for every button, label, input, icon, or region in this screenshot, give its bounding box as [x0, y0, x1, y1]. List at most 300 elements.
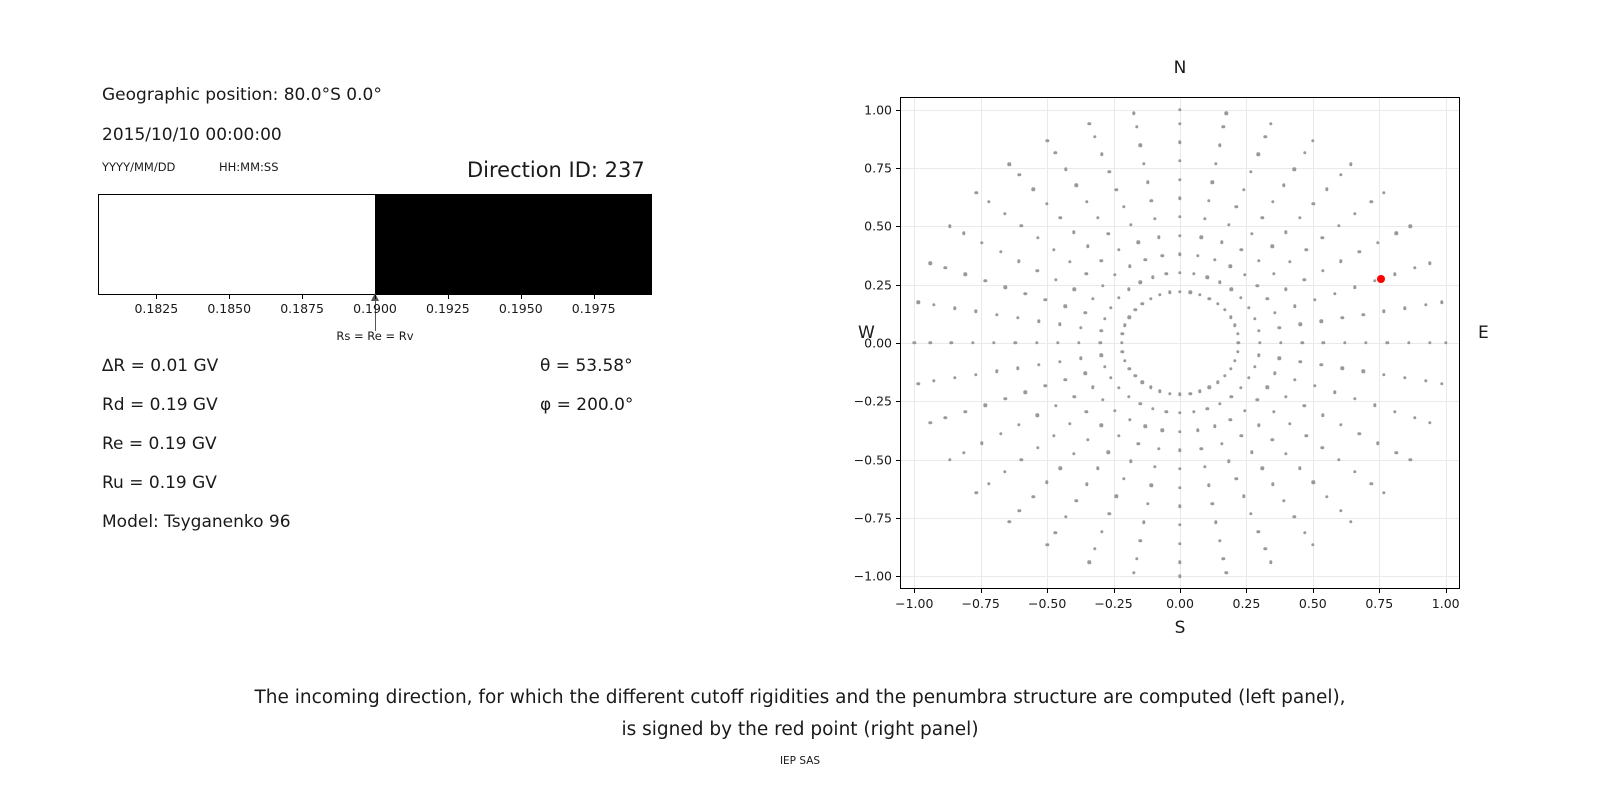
- direction-point: [1353, 285, 1356, 288]
- direction-point: [1312, 202, 1315, 205]
- x-axis-tickmark: [1379, 589, 1380, 593]
- direction-point: [1072, 230, 1075, 233]
- direction-point: [1208, 386, 1211, 389]
- direction-point: [1122, 205, 1125, 208]
- direction-point: [1279, 341, 1282, 344]
- penumbra-tick: [594, 295, 595, 299]
- direction-point: [1382, 191, 1385, 194]
- direction-point: [1054, 278, 1057, 281]
- direction-point: [1093, 135, 1096, 138]
- direction-point: [1256, 530, 1259, 533]
- direction-point: [953, 306, 956, 309]
- direction-point: [1142, 162, 1145, 165]
- direction-point: [1313, 384, 1316, 387]
- direction-point: [1153, 465, 1156, 468]
- direction-point: [1178, 575, 1181, 578]
- direction-point: [1178, 108, 1181, 111]
- direction-point: [1282, 184, 1285, 187]
- direction-point: [987, 482, 990, 485]
- direction-point: [1083, 311, 1086, 314]
- direction-point: [1284, 230, 1287, 233]
- direction-point: [1100, 259, 1103, 262]
- direction-point: [975, 191, 978, 194]
- direction-point: [1364, 341, 1367, 344]
- direction-point: [1142, 521, 1145, 524]
- phi-value: φ = 200.0°: [540, 395, 634, 415]
- direction-point: [1370, 482, 1373, 485]
- direction-point: [1192, 272, 1195, 275]
- direction-point: [1303, 531, 1306, 534]
- x-axis-tick-label: −0.75: [961, 596, 1000, 611]
- direction-point: [944, 266, 947, 269]
- direction-point: [1358, 250, 1361, 253]
- direction-point: [1311, 139, 1314, 142]
- direction-point: [1023, 391, 1026, 394]
- direction-point: [1258, 341, 1261, 344]
- re-value: Re = 0.19 GV: [102, 434, 217, 454]
- direction-point: [932, 303, 935, 306]
- direction-point: [1257, 353, 1260, 356]
- direction-point: [1168, 291, 1171, 294]
- direction-point: [1257, 329, 1260, 332]
- caption-line-1: The incoming direction, for which the different cutoff rigidities and the penumbra structure are computed (left panel),: [254, 687, 1346, 708]
- y-axis-tick-label: 0.25: [864, 277, 892, 293]
- direction-point: [1091, 386, 1094, 389]
- x-axis-tick-label: 0.25: [1232, 596, 1261, 611]
- direction-point: [1413, 266, 1416, 269]
- direction-point: [1239, 434, 1242, 437]
- direction-point: [1079, 357, 1082, 360]
- y-axis-tickmark: [896, 460, 900, 461]
- direction-point: [1128, 367, 1131, 370]
- direction-point: [1192, 410, 1195, 413]
- direction-point: [1325, 495, 1328, 498]
- direction-point: [1107, 512, 1110, 515]
- direction-point: [1198, 293, 1201, 296]
- direction-point: [962, 232, 965, 235]
- y-axis-tickmark: [896, 110, 900, 111]
- x-axis-tick-label: 0.50: [1298, 596, 1327, 611]
- direction-point: [1403, 306, 1406, 309]
- direction-point: [1121, 332, 1124, 335]
- direction-point: [1178, 253, 1181, 256]
- caption-line-2: is signed by the red point (right panel): [621, 719, 979, 740]
- direction-point: [1303, 151, 1306, 154]
- direction-point: [1218, 144, 1221, 147]
- direction-point: [992, 341, 995, 344]
- direction-point: [1141, 381, 1144, 384]
- x-axis-tickmark: [1047, 589, 1048, 593]
- direction-point: [1139, 539, 1142, 542]
- direction-point: [1339, 173, 1342, 176]
- direction-point: [948, 225, 951, 228]
- direction-point: [1158, 390, 1161, 393]
- direction-point: [1271, 200, 1274, 203]
- direction-point: [1122, 477, 1125, 480]
- direction-point: [1264, 135, 1267, 138]
- grid-line-horizontal: [901, 401, 1459, 402]
- direction-point: [1321, 414, 1324, 417]
- direction-point: [1128, 316, 1131, 319]
- direction-point: [1056, 341, 1059, 344]
- direction-point: [964, 410, 967, 413]
- direction-point: [1146, 502, 1149, 505]
- x-axis-tick-label: 1.00: [1431, 596, 1460, 611]
- direction-point: [1007, 520, 1010, 523]
- direction-point: [1117, 386, 1120, 389]
- direction-point: [1237, 341, 1240, 344]
- direction-point: [962, 451, 965, 454]
- direction-point: [1273, 372, 1276, 375]
- penumbra-tick: [448, 295, 449, 299]
- direction-point: [1222, 125, 1225, 128]
- direction-point: [1113, 409, 1116, 412]
- direction-point: [1085, 200, 1088, 203]
- direction-point: [1196, 254, 1199, 257]
- direction-point: [1017, 260, 1020, 263]
- ru-value: Ru = 0.19 GV: [102, 473, 217, 493]
- direction-point: [1178, 122, 1181, 125]
- direction-point: [1424, 303, 1427, 306]
- direction-point: [1023, 292, 1026, 295]
- y-axis-tickmark: [896, 518, 900, 519]
- direction-point: [1320, 363, 1323, 366]
- direction-point: [1303, 404, 1306, 407]
- direction-point: [1320, 319, 1323, 322]
- direction-point: [1054, 404, 1057, 407]
- date-format-label: YYYY/MM/DD: [102, 160, 176, 174]
- grid-line-horizontal: [901, 343, 1459, 344]
- direction-point: [1178, 178, 1181, 181]
- direction-point: [1235, 205, 1238, 208]
- direction-point: [1213, 425, 1216, 428]
- direction-point: [1127, 395, 1130, 398]
- direction-point: [1115, 188, 1118, 191]
- direction-point: [1393, 273, 1396, 276]
- direction-point: [1256, 284, 1259, 287]
- penumbra-tick: [302, 295, 303, 299]
- direction-point: [1298, 466, 1301, 469]
- direction-point: [1188, 392, 1191, 395]
- direction-point: [944, 416, 947, 419]
- direction-point: [1053, 151, 1056, 154]
- direction-point: [1264, 547, 1267, 550]
- direction-point: [1151, 407, 1154, 410]
- direction-point: [1100, 530, 1103, 533]
- direction-point: [1353, 212, 1356, 215]
- direction-point: [1312, 481, 1315, 484]
- direction-point: [1075, 184, 1078, 187]
- direction-point: [1256, 153, 1259, 156]
- x-axis-tick-label: −1.00: [895, 596, 934, 611]
- direction-point: [1036, 236, 1039, 239]
- direction-point: [1236, 350, 1239, 353]
- direction-point: [1128, 265, 1131, 268]
- direction-point: [1333, 292, 1336, 295]
- direction-point: [1341, 316, 1344, 319]
- penumbra-tick-label: 0.1850: [207, 301, 252, 316]
- x-axis-tick-label: 0.75: [1365, 596, 1394, 611]
- direction-point: [995, 370, 998, 373]
- direction-point: [1036, 414, 1039, 417]
- direction-point: [1370, 200, 1373, 203]
- y-axis-tick-label: 0.00: [864, 335, 892, 351]
- direction-point: [1407, 341, 1410, 344]
- direction-point: [1293, 168, 1296, 171]
- direction-point: [1273, 311, 1276, 314]
- direction-point: [1087, 122, 1090, 125]
- direction-point: [1216, 381, 1219, 384]
- penumbra-forbidden-band: [375, 195, 651, 294]
- direction-point: [1216, 302, 1219, 305]
- direction-point: [1444, 341, 1447, 344]
- direction-point: [932, 379, 935, 382]
- direction-point: [1235, 477, 1238, 480]
- direction-point: [1282, 499, 1285, 502]
- direction-point: [1178, 159, 1181, 162]
- direction-point: [1123, 324, 1126, 327]
- direction-point: [1325, 188, 1328, 191]
- direction-point: [1206, 407, 1209, 410]
- rd-value: Rd = 0.19 GV: [102, 395, 218, 415]
- direction-point: [999, 250, 1002, 253]
- penumbra-tick-label: 0.1875: [280, 301, 324, 316]
- delta-r-value: ∆R = 0.01 GV: [102, 356, 219, 376]
- direction-point: [1249, 170, 1252, 173]
- direction-point: [1395, 232, 1398, 235]
- direction-point: [1120, 341, 1123, 344]
- direction-point: [1339, 260, 1342, 263]
- direction-point: [917, 301, 920, 304]
- direction-point: [1058, 323, 1061, 326]
- direction-point: [1200, 236, 1203, 239]
- direction-point: [1134, 308, 1137, 311]
- direction-point: [1085, 410, 1088, 413]
- direction-point: [1150, 199, 1153, 202]
- grid-line-horizontal: [901, 285, 1459, 286]
- direction-point: [1020, 458, 1023, 461]
- footer-credit: IEP SAS: [779, 755, 821, 767]
- direction-point: [1178, 215, 1181, 218]
- direction-point: [1128, 418, 1131, 421]
- direction-point: [1117, 434, 1120, 437]
- direction-point: [1178, 430, 1181, 433]
- direction-point: [1117, 248, 1120, 251]
- direction-point: [1242, 188, 1245, 191]
- direction-point: [1144, 258, 1147, 261]
- direction-point: [1214, 521, 1217, 524]
- direction-point: [1178, 141, 1181, 144]
- direction-point: [1188, 291, 1191, 294]
- penumbra-tick-label: 0.1900: [353, 301, 397, 316]
- y-axis-tickmark: [896, 168, 900, 169]
- direction-point: [1178, 486, 1181, 489]
- direction-point: [1086, 245, 1089, 248]
- direction-point: [1100, 153, 1103, 156]
- direction-point: [1339, 509, 1342, 512]
- direction-point: [1214, 162, 1217, 165]
- x-axis-tickmark: [1446, 589, 1447, 593]
- direction-point: [1257, 424, 1260, 427]
- direction-point: [971, 341, 974, 344]
- penumbra-allowed-band: [98, 194, 652, 295]
- direction-point: [1085, 272, 1088, 275]
- direction-point: [1178, 542, 1181, 545]
- direction-point: [1313, 298, 1316, 301]
- direction-point: [1386, 341, 1389, 344]
- direction-point: [1321, 236, 1324, 239]
- direction-point: [1211, 502, 1214, 505]
- penumbra-tick-label: 0.1950: [498, 301, 543, 316]
- direction-point: [1408, 458, 1411, 461]
- direction-point: [1272, 410, 1275, 413]
- direction-point: [1058, 360, 1061, 363]
- direction-point: [1072, 288, 1075, 291]
- y-axis-tick-label: 0.75: [864, 160, 892, 176]
- direction-point: [1178, 393, 1181, 396]
- direction-point: [1284, 395, 1287, 398]
- direction-point: [1123, 359, 1126, 362]
- direction-point: [1236, 332, 1239, 335]
- direction-point: [1249, 512, 1252, 515]
- direction-point: [984, 404, 987, 407]
- direction-point: [1304, 434, 1307, 437]
- direction-point: [1178, 290, 1181, 293]
- direction-point: [1304, 248, 1307, 251]
- direction-point: [1284, 288, 1287, 291]
- direction-point: [1045, 543, 1048, 546]
- direction-point: [1220, 442, 1223, 445]
- grid-line-horizontal: [901, 518, 1459, 519]
- direction-point: [1403, 376, 1406, 379]
- direction-point: [1203, 217, 1206, 220]
- direction-point: [1218, 402, 1221, 405]
- direction-point: [1115, 495, 1118, 498]
- direction-point: [1117, 296, 1120, 299]
- direction-point: [1229, 265, 1232, 268]
- geographic-position-text: Geographic position: 80.0°S 0.0°: [102, 85, 382, 105]
- penumbra-tick: [521, 295, 522, 299]
- direction-point: [1178, 561, 1181, 564]
- direction-point: [1037, 363, 1040, 366]
- direction-point: [1052, 434, 1055, 437]
- direction-point: [1100, 329, 1103, 332]
- selected-direction-point[interactable]: [1377, 275, 1385, 283]
- direction-point: [1138, 281, 1141, 284]
- direction-point: [1361, 370, 1364, 373]
- direction-point: [1018, 173, 1021, 176]
- direction-point: [964, 273, 967, 276]
- direction-point: [1101, 284, 1104, 287]
- direction-point: [1311, 543, 1314, 546]
- direction-point: [1003, 212, 1006, 215]
- direction-point: [1303, 278, 1306, 281]
- direction-point: [1393, 410, 1396, 413]
- direction-point: [1428, 421, 1431, 424]
- direction-point: [1288, 260, 1291, 263]
- x-axis-tick-label: −0.25: [1094, 596, 1133, 611]
- direction-point: [1361, 313, 1364, 316]
- direction-point: [1196, 429, 1199, 432]
- direction-point: [929, 421, 932, 424]
- direction-point: [1250, 450, 1253, 453]
- direction-point: [987, 200, 990, 203]
- direction-point: [948, 458, 951, 461]
- direction-point: [1233, 324, 1236, 327]
- sky-plot-panel: [830, 40, 1530, 660]
- penumbra-chart: [98, 194, 652, 343]
- direction-point: [1301, 341, 1304, 344]
- y-axis-tickmark: [896, 285, 900, 286]
- x-axis-tickmark: [981, 589, 982, 593]
- direction-point: [1178, 197, 1181, 200]
- grid-line-horizontal: [901, 460, 1459, 461]
- direction-point: [974, 373, 977, 376]
- direction-point: [1139, 144, 1142, 147]
- direction-point: [1321, 446, 1324, 449]
- direction-point: [929, 261, 932, 264]
- figure-caption: [0, 682, 1600, 746]
- direction-point: [1103, 317, 1106, 320]
- y-axis-tick-label: −0.75: [853, 510, 892, 526]
- direction-point: [1250, 232, 1253, 235]
- direction-point: [1230, 288, 1233, 291]
- direction-point: [1223, 308, 1226, 311]
- direction-point: [929, 341, 932, 344]
- direction-point: [1036, 269, 1039, 272]
- y-axis-tickmark: [896, 401, 900, 402]
- direction-point: [1269, 561, 1272, 564]
- direction-point: [1134, 374, 1137, 377]
- direction-point: [1203, 465, 1206, 468]
- direction-point: [980, 442, 983, 445]
- direction-point: [1178, 411, 1181, 414]
- direction-point: [1053, 531, 1056, 534]
- direction-point: [1428, 261, 1431, 264]
- direction-point: [1004, 397, 1007, 400]
- left-panel: [0, 0, 760, 660]
- direction-point: [1146, 180, 1149, 183]
- direction-point: [1271, 245, 1274, 248]
- direction-point: [1382, 310, 1385, 313]
- x-axis-tickmark: [1114, 589, 1115, 593]
- model-value: Model: Tsyganenko 96: [102, 512, 291, 532]
- x-axis-tickmark: [1246, 589, 1247, 593]
- direction-point: [1230, 395, 1233, 398]
- direction-point: [1031, 495, 1034, 498]
- direction-point: [1178, 467, 1181, 470]
- direction-point: [1072, 452, 1075, 455]
- direction-point: [1113, 273, 1116, 276]
- direction-point: [1299, 360, 1302, 363]
- direction-point: [1178, 271, 1181, 274]
- direction-point: [1004, 285, 1007, 288]
- direction-point: [1064, 168, 1067, 171]
- direction-point: [1107, 232, 1110, 235]
- direction-point: [1358, 432, 1361, 435]
- direction-point: [1373, 404, 1376, 407]
- direction-point: [1271, 438, 1274, 441]
- direction-point: [1333, 391, 1336, 394]
- direction-point: [1016, 316, 1019, 319]
- direction-point: [1164, 272, 1167, 275]
- direction-point: [1206, 276, 1209, 279]
- direction-point: [1223, 374, 1226, 377]
- direction-point: [1107, 450, 1110, 453]
- direction-point: [1339, 423, 1342, 426]
- direction-point: [1353, 470, 1356, 473]
- direction-point: [1337, 458, 1340, 461]
